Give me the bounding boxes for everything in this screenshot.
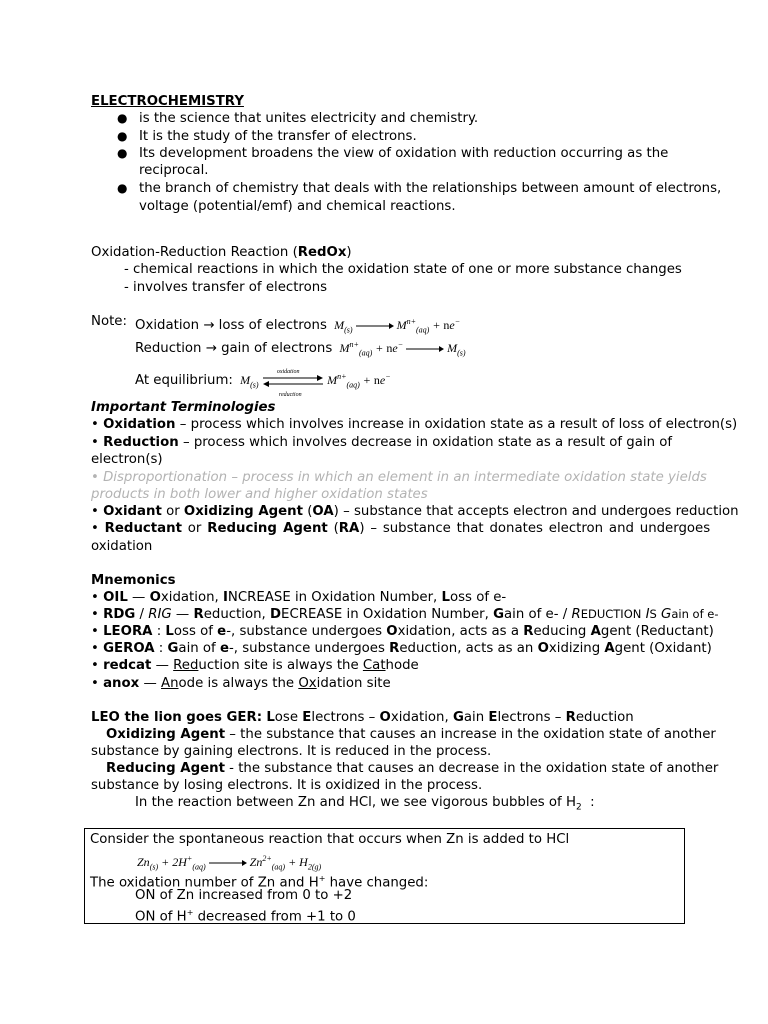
- redox-heading: Oxidation-Reduction Reaction (RedOx): [91, 245, 352, 260]
- reaction-arrow-icon: [356, 322, 394, 330]
- term-oxidation: • Oxidation – process which involves increase in oxidation state as a result of loss of electron(s): [91, 417, 738, 432]
- note-equilibrium: At equilibrium: $M_{(s)}$ oxidation reduction $M^{n+}_{(aq)} + ne^-$: [135, 368, 391, 398]
- zn-hcl-sentence: In the reaction between Zn and HCl, we see vigorous bubbles of $H_2$ :: [135, 795, 595, 813]
- mnemonic-rdg: • RDG / RIG — Reduction, DECREASE in Oxidation Number, Gain of e- / REDUCTION IS Gain of e-: [91, 607, 719, 622]
- mnemonic-redcat: • redcat — Reduction site is always the Cathode: [91, 658, 419, 673]
- mnemonic-anox: • anox — Anode is always the Oxidation site: [91, 676, 391, 691]
- note-reduction: Reduction → gain of electrons $M^{n+}_{(aq)} + ne^-$ $M_{(s)}$: [135, 340, 466, 358]
- terminologies-heading: Important Terminologies: [91, 400, 276, 415]
- bullet-icon: ●: [117, 181, 128, 195]
- leo-reducing-agent-cont: substance by losing electrons. It is oxidized in the process.: [91, 778, 483, 793]
- box-line-3: The oxidation number of Zn and H+ have changed:: [90, 874, 429, 891]
- leo-heading: LEO the lion goes GER: Lose Electrons – Oxidation, Gain Electrons – Reduction: [91, 710, 634, 725]
- intro-bullet-2: It is the study of the transfer of electrons.: [139, 129, 417, 144]
- leo-oxidizing-agent: Oxidizing Agent – the substance that causes an increase in the oxidation state of another: [106, 727, 716, 742]
- mnemonics-heading: Mnemonics: [91, 573, 176, 588]
- intro-bullet-4: the branch of chemistry that deals with the relationships between amount of electrons,: [139, 181, 722, 196]
- mnemonic-geroa: • GEROA : Gain of e-, substance undergoes Reduction, acts as an Oxidizing Agent (Oxidant): [91, 641, 712, 656]
- box-line-5: ON of H+ decreased from +1 to 0: [135, 908, 356, 925]
- term-disproportionation: • Disproportionation – process in which an element in an intermediate oxidation state yields: [91, 470, 707, 485]
- zn-reaction-equation: $Zn_{(s)} + 2H^+_{(aq)}$ $Zn^{2+}_{(aq)} + H_{2(g)}$: [137, 854, 322, 872]
- mnemonic-oil: • OIL — Oxidation, INCREASE in Oxidation Number, Loss of e-: [91, 590, 507, 605]
- box-line-4: ON of Zn increased from 0 to +2: [135, 888, 353, 903]
- intro-bullet-3-cont: reciprocal.: [139, 163, 209, 178]
- term-oxidant: • Oxidant or Oxidizing Agent (OA) – substance that accepts electron and undergoes reduction: [91, 504, 739, 519]
- box-line-1: Consider the spontaneous reaction that occurs when Zn is added to HCl: [90, 832, 570, 847]
- leo-oxidizing-agent-cont: substance by gaining electrons. It is reduced in the process.: [91, 744, 492, 759]
- intro-bullet-3: Its development broadens the view of oxidation with reduction occurring as the: [139, 146, 669, 161]
- term-reduction: • Reduction – process which involves decrease in oxidation state as a result of gain of: [91, 435, 673, 450]
- term-reductant: • Reductant or Reducing Agent (RA) – substance that donates electron and undergoes: [91, 521, 711, 536]
- term-reduction-cont: electron(s): [91, 452, 163, 467]
- reaction-arrow-icon: [406, 345, 444, 353]
- bullet-icon: ●: [117, 129, 128, 143]
- reaction-arrow-icon: [209, 859, 247, 867]
- page-title: ELECTROCHEMISTRY: [91, 94, 244, 109]
- bullet-icon: ●: [117, 146, 128, 160]
- intro-bullet-1: is the science that unites electricity and chemistry.: [139, 111, 479, 126]
- note-oxidation: Oxidation → loss of electrons $M_{(s)}$ $M^{n+}_{(aq)} + ne^-$: [135, 317, 461, 335]
- leo-reducing-agent: Reducing Agent - the substance that causes an decrease in the oxidation state of another: [106, 761, 719, 776]
- note-label: Note:: [91, 314, 127, 329]
- redox-definition-1: - chemical reactions in which the oxidation state of one or more substance changes: [124, 262, 682, 277]
- term-reductant-cont: oxidation: [91, 539, 153, 554]
- redox-definition-2: - involves transfer of electrons: [124, 280, 328, 295]
- mnemonic-leora: • LEORA : Loss of e-, substance undergoes Oxidation, acts as a Reducing Agent (Reductant): [91, 624, 714, 639]
- bullet-icon: ●: [117, 111, 128, 125]
- term-disproportionation-cont: products in both lower and higher oxidation states: [91, 487, 428, 502]
- intro-bullet-4-cont: voltage (potential/emf) and chemical reactions.: [139, 199, 456, 214]
- equilibrium-arrows-icon: oxidation reduction: [263, 372, 323, 389]
